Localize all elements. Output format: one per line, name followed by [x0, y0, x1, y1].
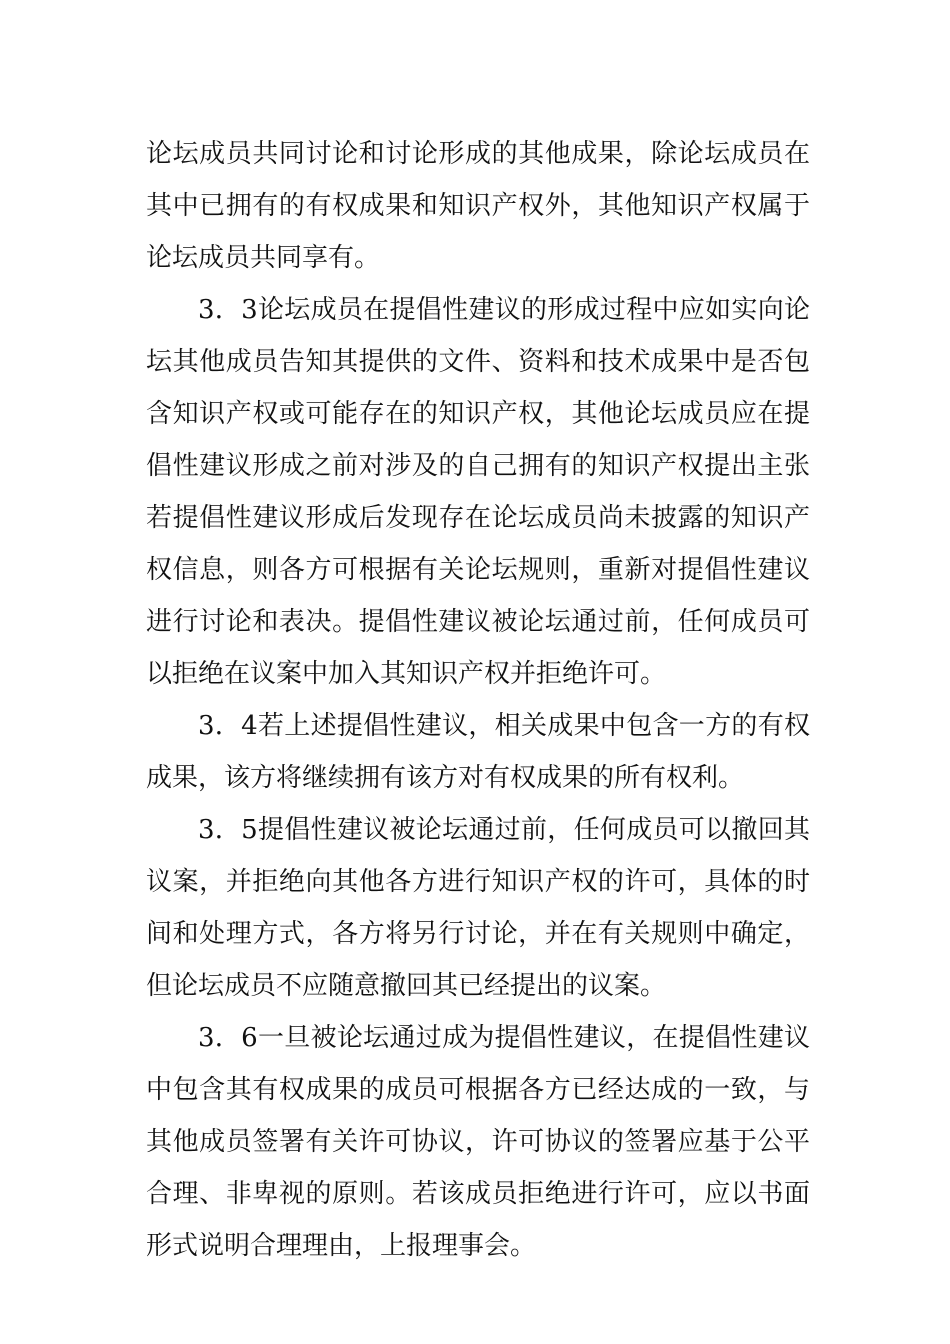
paragraph-continuation: 论坛成员共同讨论和讨论形成的其他成果，除论坛成员在其中已拥有的有权成果和知识产权外，其他知识产权属于论坛成员共同享有。	[146, 139, 810, 273]
paragraph-clause-3-4: 3．4若上述提倡性建议，相关成果中包含一方的有权成果，该方将继续拥有该方对有权成果的所有权利。	[146, 711, 810, 793]
paragraph-clause-3-5: 3．5提倡性建议被论坛通过前，任何成员可以撤回其议案，并拒绝向其他各方进行知识产权的许可，具体的时间和处理方式，各方将另行讨论，并在有关规则中确定，但论坛成员不应随意撤回其已经提出的议案。	[146, 815, 810, 1001]
paragraph-clause-3-3: 3．3论坛成员在提倡性建议的形成过程中应如实向论坛其他成员告知其提供的文件、资料和技术成果中是否包含知识产权或可能存在的知识产权，其他论坛成员应在提倡性建议形成之前对涉及的自己拥有的知识产权提出主张若提倡性建议形成后发现存在论坛成员尚未披露的知识产权信息，则各方可根据有关论坛规则，重新对提倡性建议进行讨论和表决。提倡性建议被论坛通过前，任何成员可以拒绝在议案中加入其知识产权并拒绝许可。	[146, 295, 810, 689]
paragraph-clause-3-6: 3．6一旦被论坛通过成为提倡性建议，在提倡性建议中包含其有权成果的成员可根据各方已经达成的一致，与其他成员签署有关许可协议，许可协议的签署应基于公平合理、非卑视的原则。若该成员拒绝进行许可，应以书面形式说明合理理由，上报理事会。	[146, 1023, 810, 1261]
document-body	[146, 128, 810, 1272]
